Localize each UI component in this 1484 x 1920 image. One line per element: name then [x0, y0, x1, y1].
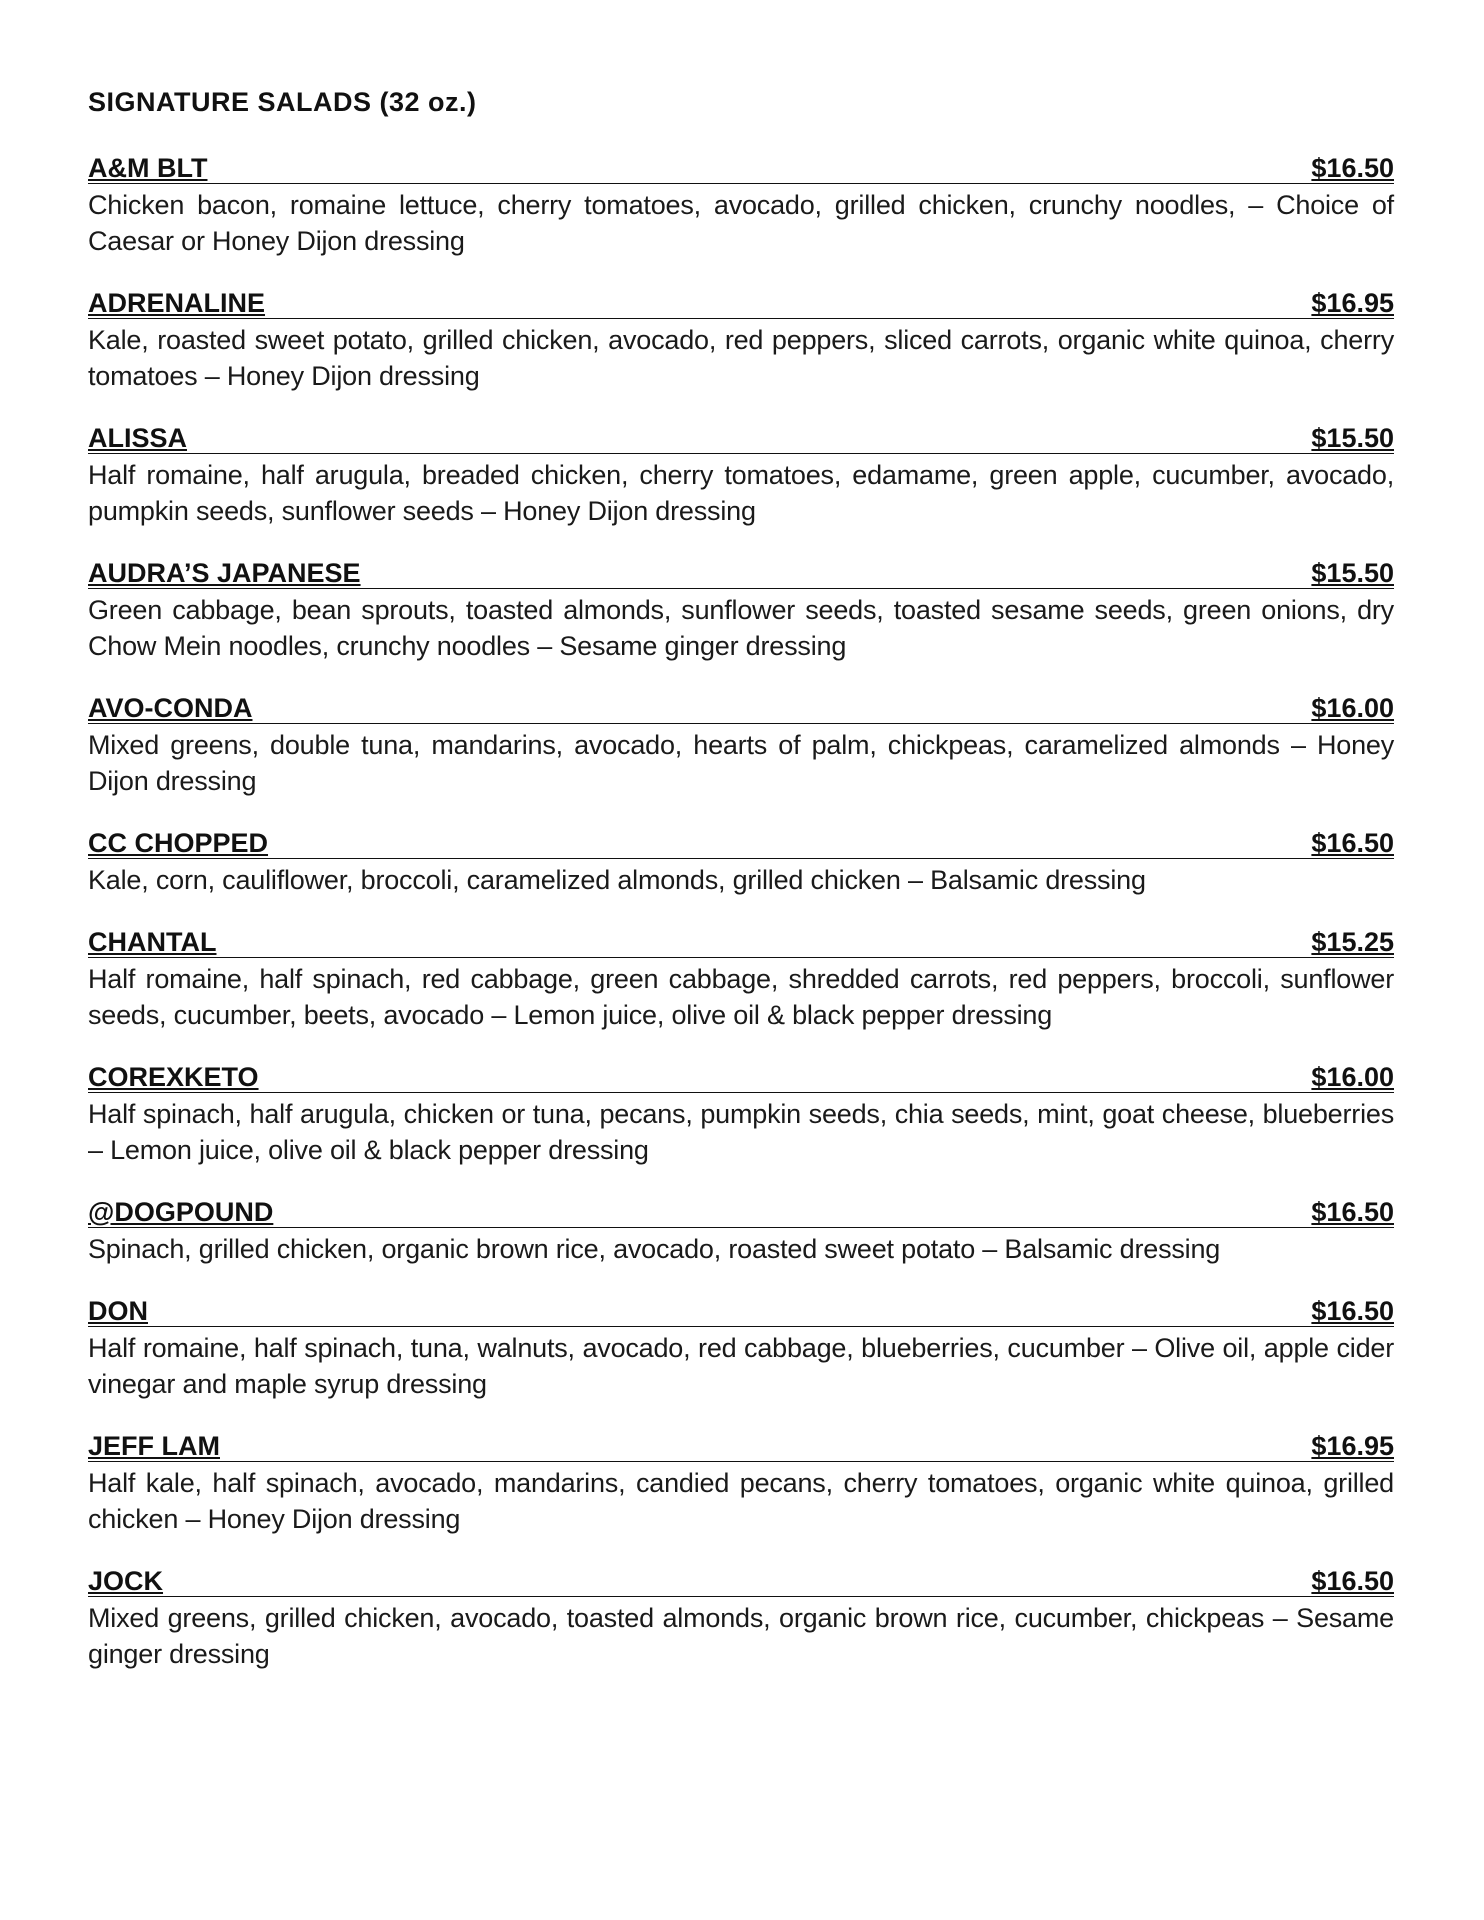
menu-item-description: Half kale, half spinach, avocado, mandarins, candied pecans, cherry tomatoes, organic white quinoa, grilled chicken – Honey Dijon dressing — [88, 1468, 1394, 1534]
menu-item-header — [88, 927, 1394, 958]
menu-item-header — [88, 558, 1394, 589]
menu-item-price: $16.00 — [1311, 693, 1394, 723]
menu-item-description: Half romaine, half spinach, tuna, walnuts, avocado, red cabbage, blueberries, cucumber – Olive oil, apple cider vinegar and maple syrup dressing — [88, 1333, 1394, 1399]
menu-item — [88, 1197, 1394, 1267]
menu-item-price: $16.50 — [1311, 1566, 1394, 1596]
menu-item-header — [88, 1197, 1394, 1228]
menu-item-description: Mixed greens, double tuna, mandarins, avocado, hearts of palm, chickpeas, caramelized almonds – Honey Dijon dressing — [88, 730, 1394, 796]
menu-item-name: AVO-CONDA — [88, 693, 253, 723]
menu-item-header — [88, 693, 1394, 724]
menu-item-price: $16.50 — [1311, 1296, 1394, 1326]
menu-item-price: $16.50 — [1311, 1197, 1394, 1227]
menu-item-header — [88, 1296, 1394, 1327]
menu-item-price: $15.25 — [1311, 927, 1394, 957]
menu-item-price: $15.50 — [1311, 423, 1394, 453]
menu-item-header — [88, 828, 1394, 859]
menu-item-price: $16.95 — [1311, 288, 1394, 318]
menu-item — [88, 693, 1394, 799]
menu-item — [88, 558, 1394, 664]
menu-item-name: JEFF LAM — [88, 1431, 220, 1461]
menu-item-description: Half spinach, half arugula, chicken or tuna, pecans, pumpkin seeds, chia seeds, mint, goat cheese, blueberries – Lemon juice, olive oil & black pepper dressing — [88, 1099, 1394, 1165]
menu-item — [88, 1431, 1394, 1537]
menu-item-header — [88, 1431, 1394, 1462]
menu-item-description: Spinach, grilled chicken, organic brown rice, avocado, roasted sweet potato – Balsamic dressing — [88, 1234, 1221, 1264]
section-title: SIGNATURE SALADS (32 oz.) — [88, 87, 477, 117]
menu-item — [88, 153, 1394, 259]
menu-item-header — [88, 153, 1394, 184]
menu-item-name: ADRENALINE — [88, 288, 266, 318]
menu-item-price: $16.50 — [1311, 153, 1394, 183]
menu-item-name: A&M BLT — [88, 153, 208, 183]
menu-item-name: CC CHOPPED — [88, 828, 269, 858]
menu-item-price: $16.00 — [1311, 1062, 1394, 1092]
menu-item-header — [88, 1566, 1394, 1597]
menu-item-name: DON — [88, 1296, 148, 1326]
menu-item-name: @DOGPOUND — [88, 1197, 274, 1227]
menu-item-description: Chicken bacon, romaine lettuce, cherry tomatoes, avocado, grilled chicken, crunchy noodles, – Choice of Caesar or Honey Dijon dressing — [88, 190, 1394, 256]
menu-item-name: JOCK — [88, 1566, 164, 1596]
menu-item-header — [88, 423, 1394, 454]
menu-item-price: $16.95 — [1311, 1431, 1394, 1461]
menu-item-description: Half romaine, half spinach, red cabbage, green cabbage, shredded carrots, red peppers, broccoli, sunflower seeds, cucumber, beets, avocado – Lemon juice, olive oil & black pepper dressing — [88, 964, 1394, 1030]
menu-item-price: $16.50 — [1311, 828, 1394, 858]
menu-item-description: Green cabbage, bean sprouts, toasted almonds, sunflower seeds, toasted sesame seeds, green onions, dry Chow Mein noodles, crunchy noodles – Sesame ginger dressing — [88, 595, 1394, 661]
menu-item-header — [88, 288, 1394, 319]
menu-item-description: Kale, roasted sweet potato, grilled chicken, avocado, red peppers, sliced carrots, organic white quinoa, cherry tomatoes – Honey Dijon dressing — [88, 325, 1394, 391]
menu-item-description: Kale, corn, cauliflower, broccoli, caramelized almonds, grilled chicken – Balsamic dressing — [88, 865, 1146, 895]
menu-item-name: COREXKETO — [88, 1062, 259, 1092]
menu-item-price: $15.50 — [1311, 558, 1394, 588]
menu-item — [88, 927, 1394, 1033]
menu-item-description: Half romaine, half arugula, breaded chicken, cherry tomatoes, edamame, green apple, cucumber, avocado, pumpkin seeds, sunflower seeds – Honey Dijon dressing — [88, 460, 1394, 526]
menu-item-name: ALISSA — [88, 423, 188, 453]
menu-item — [88, 1296, 1394, 1402]
menu-item — [88, 423, 1394, 529]
menu-item-name: AUDRA’S JAPANESE — [88, 558, 361, 588]
menu-page — [88, 86, 1394, 1701]
menu-item — [88, 828, 1394, 898]
menu-item-header — [88, 1062, 1394, 1093]
menu-item — [88, 288, 1394, 394]
menu-item-description: Mixed greens, grilled chicken, avocado, toasted almonds, organic brown rice, cucumber, chickpeas – Sesame ginger dressing — [88, 1603, 1394, 1669]
menu-item-name: CHANTAL — [88, 927, 217, 957]
menu-item — [88, 1062, 1394, 1168]
menu-item — [88, 1566, 1394, 1672]
